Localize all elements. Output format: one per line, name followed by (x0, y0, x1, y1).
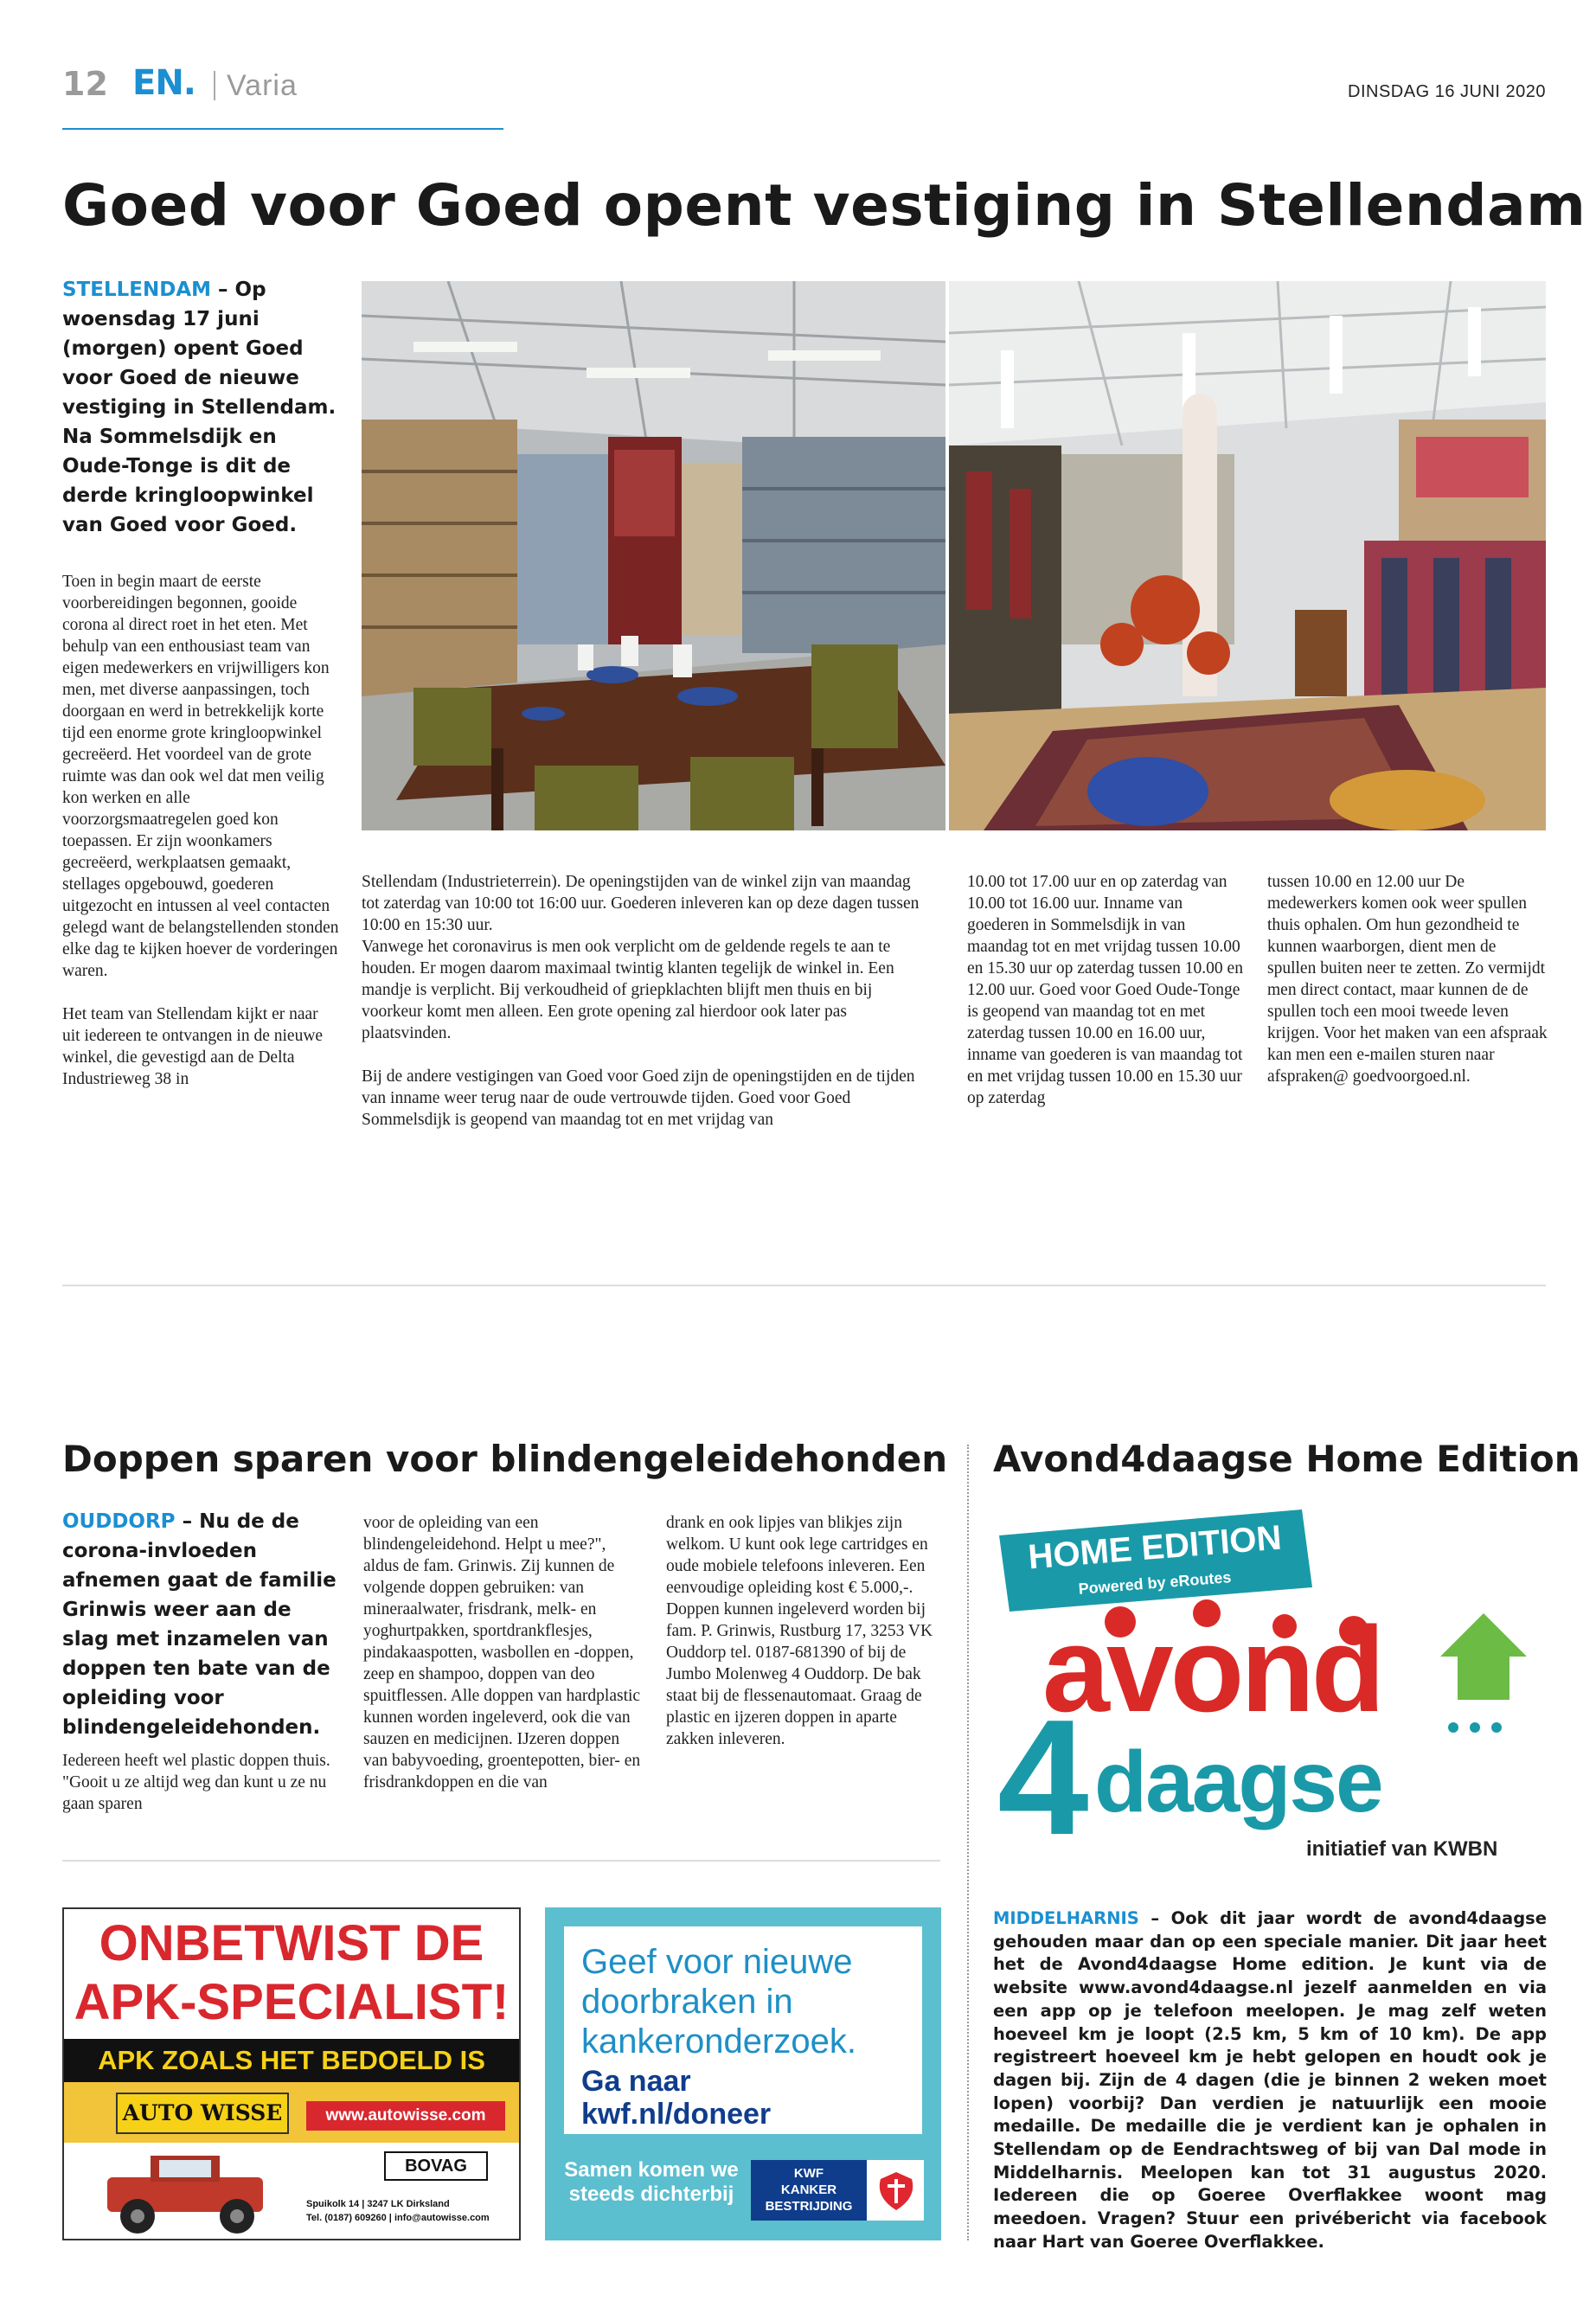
article1-column-4 (1267, 871, 1548, 1087)
article-headline-doppen-sparen: Doppen sparen voor blindengeleidehonden (62, 1438, 948, 1480)
header-rule (62, 128, 503, 130)
logo-banner-text: HOME EDITION (1027, 1518, 1283, 1577)
section-divider (62, 1285, 1546, 1286)
dateline: STELLENDAM (62, 279, 212, 301)
ad-slogan: Samen komen we (564, 2158, 739, 2182)
ad-text: doorbraken in (581, 1983, 793, 2021)
ad-address: Spuikolk 14 | 3247 LK Dirksland (306, 2199, 450, 2209)
ad-banner-bar: APK ZOALS HET BEDOELD IS (64, 2039, 519, 2082)
advertisement-auto-wisse[interactable] (62, 1907, 521, 2240)
article-headline-goed-voor-goed: Goed voor Goed opent vestiging in Stellendam (62, 172, 1586, 239)
article1-column-1 (62, 571, 339, 1112)
store-interior-photo-furniture (362, 281, 945, 830)
paragraph: 10.00 tot 17.00 uur en op zaterdag van 10.00 tot 16.00 uur. Inname van goederen in Sommelsdijk in van maandag tot en met vrijdag tussen 10.00 en 15.30 uur op zaterdag tussen 10.00 en 12.00 uur. Goed voor Goed Oude-Tonge is geopend van maandag tot en met zaterdag tussen 10.00 en 16.00 uur, inname van goederen is van maandag tot en met vrijdag tussen 10.00 en 15.30 uur op zaterdag (967, 873, 1243, 1107)
ad-cta-link[interactable]: kwf.nl/doneer (581, 2098, 772, 2131)
paragraph: Stellendam (Industrieterrein). De openingstijden van de winkel zijn van maandag tot zaterdag van 10:00 tot 16:00 uur. Goederen inleveren kan op deze dagen tussen 10:00 en 15:30 uur. (362, 873, 920, 934)
lead-text: – Op woensdag 17 juni (morgen) opent Goed voor Goed de nieuwe vestiging in Stellendam. Na Sommelsdijk en Oude-Tonge is dit de derde kringloopwinkel van Goed voor Goed. (62, 279, 337, 536)
logo-digit-4: 4 (997, 1686, 1089, 1869)
paragraph: drank en ook lipjes van blikjes zijn welkom. U kunt ook lege cartridges en oude mobiele telefoons inleveren. Een eenvoudige opleiding kost € 5.000,-. Doppen kunnen ingeleverd worden bij fam. P. Grinwis, Rustburg 17, 3253 VK Ouddorp tel. 0187-681390 of bij de Jumbo Molenweg 4 Ouddorp. De bak staat bij de flessenautomaat. Graag de plastic en ijzeren doppen in aparte zakken inleveren. (666, 1514, 933, 1748)
issue-date: DINSDAG 16 JUNI 2020 (1348, 82, 1546, 101)
article3-body (993, 1907, 1547, 2254)
article1-column-3 (967, 871, 1244, 1109)
page-number: 12 (62, 65, 108, 103)
paragraph: Het team van Stellendam kijkt er naar uit iedereen te ontvangen in de nieuwe winkel, die gevestigd aan de Delta Industrieweg 38 in (62, 1005, 324, 1088)
paragraph: tussen 10.00 en 12.00 uur De medewerkers komen ook weer spullen thuis ophalen. Om hun gezondheid te kunnen waarborgen, dient men de spullen buiten neer te zetten. Zo vermijdt men direct contact, maar kunnen de de spullen toch een mooi tweede leven krijgen. Voor het maken van een afspraak kan men een e-mailen sturen naar afspraken@ goedvoorgoed.nl. (1267, 873, 1548, 1086)
ad-cta: Ga naar (581, 2065, 691, 2098)
logo-initiative-text: initiatief van KWBN (1306, 1837, 1498, 1861)
kwf-badge (751, 2160, 924, 2221)
ad-text: kankeronderzoek. (581, 2022, 856, 2061)
article1-lead (62, 275, 339, 540)
logo-word-daagse: daagse (1094, 1734, 1382, 1830)
article2-column-3 (666, 1512, 947, 1750)
section-name: Varia (227, 69, 298, 102)
kwf-badge-text: KANKER (780, 2182, 837, 2197)
dateline: OUDDORP (62, 1510, 176, 1533)
ad-text: Geef voor nieuwe (581, 1943, 853, 1981)
avond4daagse-logo (990, 1501, 1548, 1881)
logo-word-avond: avond (1042, 1601, 1382, 1737)
ad-headline: APK-SPECIALIST! (74, 1974, 510, 2030)
body-text: – Ook dit jaar wordt de avond4daagse gehouden maar dan op een speciale manier. Dit jaar heet het de Avond4daagse Home edition. Je kunt via de website www.avond4daagse.nl jezelf aanmelden en via een app op je telefoon meelopen. Je mag zelf weten hoeveel km je loopt (2.5 km, 5 km of 10 km). De app registreert hoeveel km je hebt gelopen en houdt ook je dagen bij. Zijn de 4 dagen (die je binnen 2 weken moet lopen) voorbij? Dan verdien je natuurlijk een mooie medaille. De medaille die je verdient kan je ophalen in Stellendam op de Eendrachtsweg of bij van Dal mode in Middelharnis. Meelopen kan tot 31 augustus 2020. Iedereen die op Goeree Overflakkee woont mag meedoen. Vragen? Stuur een privébericht via facebook naar Hart van Goeree Overflakkee. (993, 1908, 1547, 2252)
paragraph: Bij de andere vestigingen van Goed voor Goed zijn de openingstijden en de tijden van inname weer terug naar de oude vertrouwde tijden. Goed voor Goed Sommelsdijk is geopend van maandag tot en met vrijdag van (362, 1067, 915, 1129)
header-divider (214, 71, 215, 100)
article1-column-2 (362, 871, 928, 1131)
section-divider (62, 1860, 940, 1862)
ad-url[interactable]: www.autowisse.com (306, 2101, 505, 2131)
article2-column-2 (363, 1512, 644, 1793)
bovag-logo: BOVAG (384, 2151, 488, 2181)
store-interior-photo-clothing (949, 281, 1546, 830)
ad-slogan: steeds dichterbij (568, 2182, 734, 2206)
logo-powered-text: Powered by eRoutes (1077, 1568, 1233, 1598)
article-headline-avond4daagse: Avond4daagse Home Edition (993, 1438, 1580, 1480)
kwf-badge-text: KWF (793, 2166, 824, 2181)
ad-headline: ONBETWIST DE (99, 1915, 484, 1971)
jeep-illustration (90, 2143, 289, 2238)
kwf-badge-text: BESTRIJDING (765, 2199, 853, 2214)
publication-logo: EN. (132, 63, 195, 103)
ad-brand-plate: AUTO WISSE (116, 2093, 289, 2134)
ad-contact: Tel. (0187) 609260 | info@autowisse.com (306, 2213, 490, 2223)
paragraph: Toen in begin maart de eerste voorbereidingen begonnen, gooide corona al direct roet in het eten. Met behulp van een enthousiast team van eigen medewerkers en vrijwilligers kon men, met diverse aanpassingen, toch doorgaan en werd in betrekkelijk korte tijd een enorme grote kringloopwinkel gecreëerd. Het voordeel van de grote ruimte was dan ook wel dat men veilig kon werken en alle voorzorgsmaatregelen goed kon toepassen. Er zijn woonkamers gecreëerd, werkplaatsen gemaakt, stellages opgebouwd, goederen uitgezocht en intussen al veel contacten gelegd want de belangstellenden stonden elke dag te kijken hoever de vorderingen waren. (62, 573, 339, 980)
article2-lead (62, 1507, 339, 1742)
column-divider (967, 1445, 969, 2240)
paragraph: Iedereen heeft wel plastic doppen thuis. "Gooit u ze altijd weg dan kunt u ze nu gaan sparen (62, 1752, 330, 1813)
dateline: MIDDELHARNIS (993, 1908, 1139, 1928)
paragraph: voor de opleiding van een blindengeleidehond. Helpt u mee?", aldus de fam. Grinwis. Zij kunnen de volgende doppen gebruiken: van mineraalwater, frisdrank, melk- en yoghurtpakken, sportdrankflesjes, pindakaaspotten, wasbollen en -doppen, zeep en shampoo, doppen van deo spuitflessen. Alle doppen van hardplastic kunnen worden ingeleverd, ook die van sauzen en medicijnen. IJzeren doppen van babyvoeding, groentepotten, bier- en frisdrankdoppen en die van (363, 1514, 641, 1791)
paragraph: Vanwege het coronavirus is men ook verplicht om de geldende regels te aan te houden. Er mogen daarom maximaal twintig klanten tegelijk de winkel in. Een mandje is verplicht. Bij verkoudheid of griepklachten blijft men thuis en bij voorkeur komt men alleen. Een grote opening zal hierdoor ook later pas plaatsvinden. (362, 938, 894, 1042)
advertisement-kwf[interactable] (545, 1907, 941, 2240)
article2-column-1 (62, 1750, 339, 1815)
lead-text: – Nu de de corona-invloeden afnemen gaat de familie Grinwis weer aan de slag met inzamelen van doppen ten bate van de opleiding voor blindengeleidehonden. (62, 1510, 337, 1739)
kwf-emblem-icon (874, 2167, 919, 2214)
